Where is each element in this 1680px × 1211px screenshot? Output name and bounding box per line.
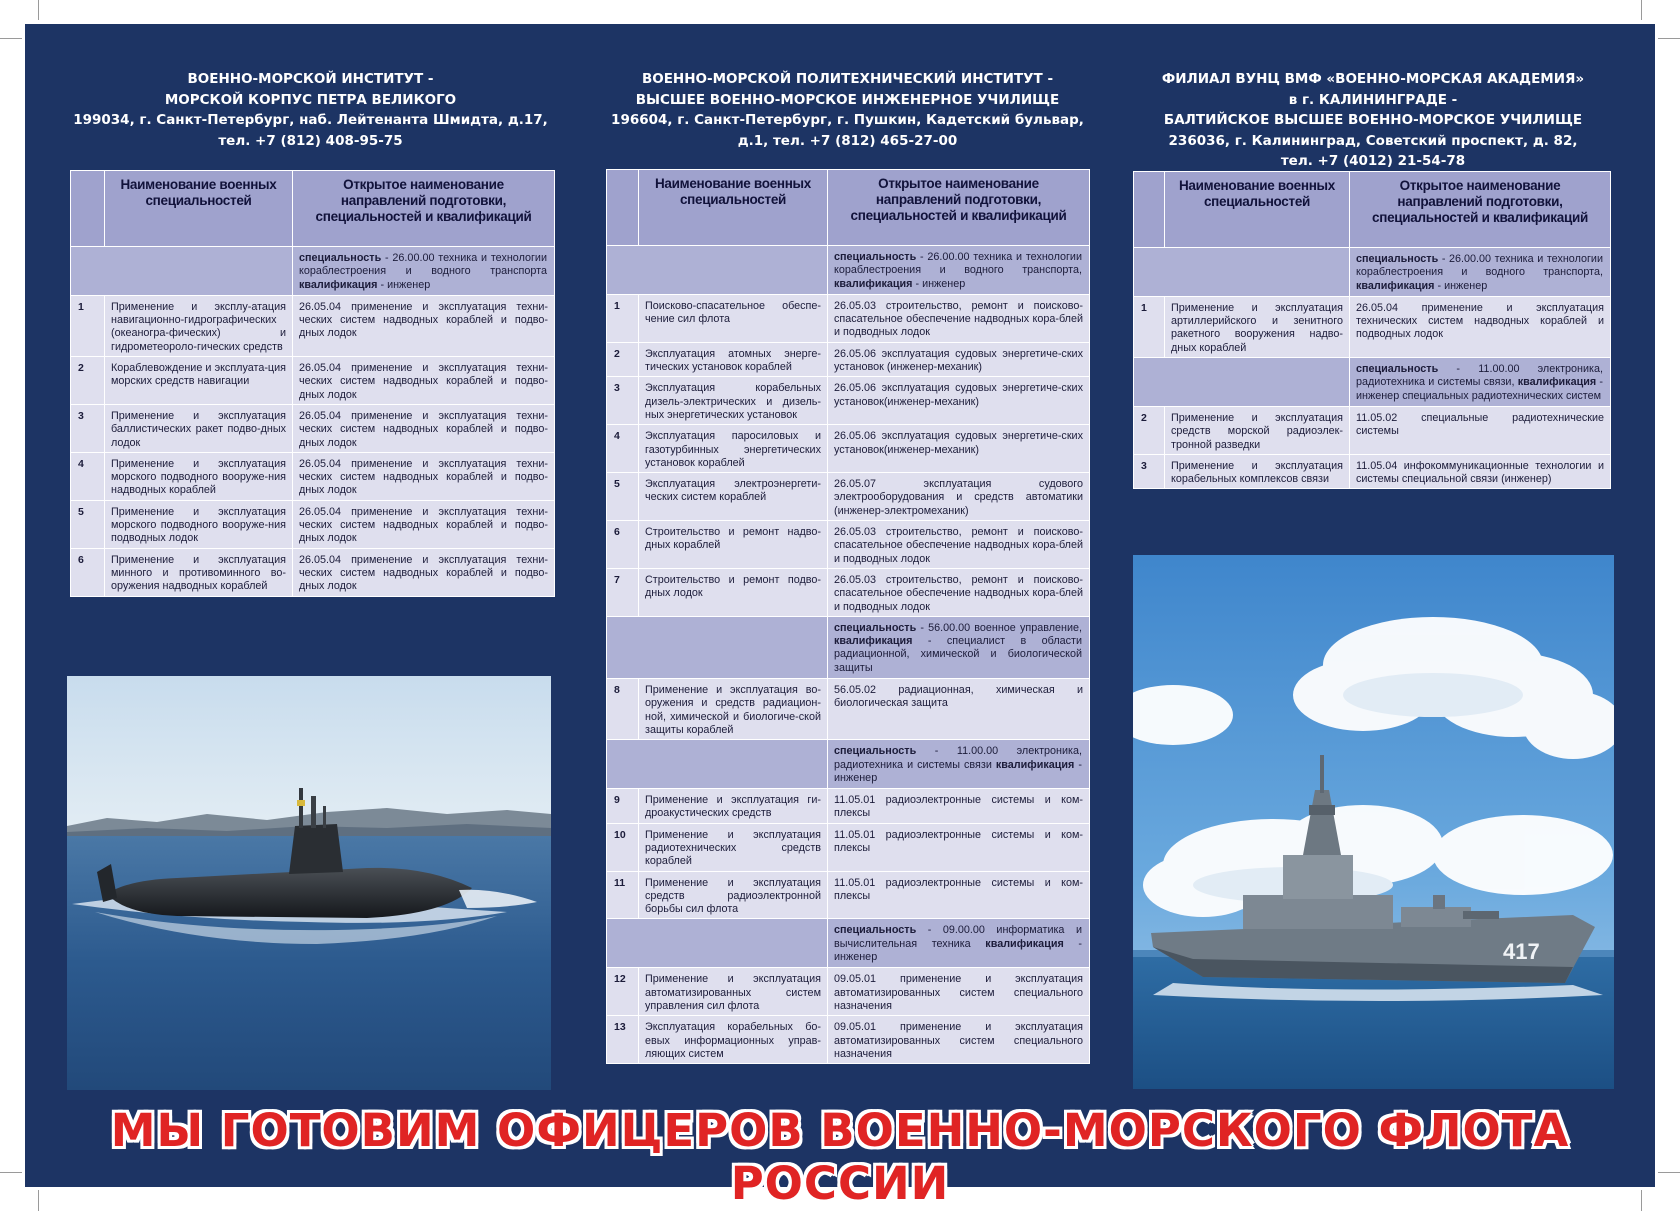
heading-line: ФИЛИАЛ ВУНЦ ВМФ «ВОЕННО-МОРСКАЯ АКАДЕМИЯ» <box>1161 71 1585 87</box>
specialty-group-row <box>607 246 1090 295</box>
keyword-label: специальность <box>834 745 917 758</box>
training-direction: 26.05.04 применение и эксплуатация техни-ческих систем надводных кораблей и подво-дных лодок <box>293 452 555 500</box>
table-row <box>71 500 555 548</box>
table-row <box>607 871 1090 919</box>
heading-line: в г. КАЛИНИНГРАДЕ - <box>1288 91 1458 108</box>
military-specialty-name: Применение и эксплуатация радиотехнических средств кораблей <box>639 823 828 871</box>
specialty-group-text <box>828 616 1090 678</box>
crop-mark <box>1641 0 1642 20</box>
specialty-text: - инженер <box>1434 279 1488 292</box>
row-number: 10 <box>607 823 639 871</box>
military-specialty-name: Кораблевождение и эксплуата-ция морских средств навигации <box>105 357 293 405</box>
table-row <box>607 1016 1090 1064</box>
frigate-photo <box>1133 555 1614 1089</box>
header-number-cell <box>607 170 639 246</box>
keyword-label: специальность <box>1356 253 1439 265</box>
training-direction: 26.05.04 применение и эксплуатация техни-ческих систем надводных кораблей и подво-дных лодок <box>293 357 555 405</box>
header-specialty-name: Наименование военных специальностей <box>105 171 293 247</box>
row-number: 11 <box>607 871 639 919</box>
row-number: 3 <box>607 377 639 425</box>
heading-line: тел. +7 (812) 408-95-75 <box>218 132 403 149</box>
military-specialty-name: Применение и эксплуатация баллистических ракет подво-дных лодок <box>105 404 293 452</box>
header-direction-name: Открытое наименование направлений подготовки, специальностей и квалификаций <box>1350 172 1611 248</box>
crop-mark <box>1658 1172 1680 1173</box>
specialty-text: - 09.00.00 информатика и вычислительная техника <box>834 924 1082 950</box>
specialty-group-text <box>828 919 1090 968</box>
training-direction: 26.05.06 эксплуатация судовых энергетиче-ских установок (инженер-механик) <box>828 342 1090 377</box>
specialty-text: - 11.00.00 электроника, радиотехника и системы связи <box>834 745 1082 771</box>
header-number-cell <box>71 171 105 247</box>
military-specialty-name: Строительство и ремонт надво-дных кораблей <box>639 521 828 569</box>
keyword-label: специальность <box>834 251 917 263</box>
military-specialty-name: Эксплуатация паросиловых и газотурбинных энергетических установок кораблей <box>639 425 828 473</box>
header-direction-name: Открытое наименование направлений подготовки, специальностей и квалификаций <box>828 170 1090 246</box>
specialty-group-blank <box>607 919 828 968</box>
military-specialty-name: Применение и эксплуатация артиллерийского и зенитного ракетного вооружения надво-дных кораблей <box>1165 296 1350 357</box>
specialty-text: - 11.00.00 электроника, радиотехника и системы связи, <box>1356 363 1603 389</box>
specialty-text: - 26.00.00 техника и технологии кораблестроения и водного транспорта, <box>834 251 1082 277</box>
specialty-group-row <box>71 247 555 296</box>
heading-line: МОРСКОЙ КОРПУС ПЕТРА ВЕЛИКОГО <box>164 91 457 108</box>
table-row <box>1134 406 1611 454</box>
table-row <box>607 377 1090 425</box>
military-specialty-name: Применение и эксплуатация средств радиоэлектронной борьбы сил флота <box>639 871 828 919</box>
crop-mark <box>38 0 39 20</box>
table-row <box>607 823 1090 871</box>
row-number: 1 <box>71 295 105 356</box>
specialty-group-text <box>293 247 555 296</box>
hull-number: 417 <box>1503 939 1540 964</box>
specialty-text: - инженер специальных радиотехнических систем <box>1356 376 1603 402</box>
training-direction: 09.05.01 применение и эксплуатация автоматизированных систем специального назначения <box>828 1016 1090 1064</box>
specialty-text: - инженер <box>834 937 1082 964</box>
row-number: 2 <box>607 342 639 377</box>
training-direction: 26.05.03 строительство, ремонт и поисково-спасательное обеспечение надводных кора-блей и подводных лодок <box>828 521 1090 569</box>
training-direction: 11.05.01 радиоэлектронные системы и ком-плексы <box>828 823 1090 871</box>
specialty-group-row <box>1134 248 1611 297</box>
keyword-label: специальность <box>299 252 382 264</box>
specialty-group-text <box>1350 358 1611 407</box>
military-specialty-name: Применение и эксплуатация средств морской радиоэлек-тронной разведки <box>1165 406 1350 454</box>
table-row <box>607 568 1090 616</box>
table-row <box>607 425 1090 473</box>
table-row <box>607 521 1090 569</box>
heading-line: д.1, тел. +7 (812) 465-27-00 <box>737 132 958 149</box>
military-specialty-name: Применение и эксплуатация автоматизированных систем управления сил флота <box>639 968 828 1016</box>
military-specialty-name: Строительство и ремонт подво-дных лодок <box>639 568 828 616</box>
specialty-group-blank <box>71 247 293 296</box>
specialty-text: - инженер <box>834 758 1082 784</box>
military-specialty-name: Применение и эксплуатация во-оружения и средств радиацион-ной, химической и биологиче-ской защиты кораблей <box>639 679 828 740</box>
keyword-label: квалификация <box>995 758 1075 771</box>
specialty-group-text <box>828 740 1090 789</box>
crop-mark <box>0 1172 22 1173</box>
table-row <box>607 342 1090 377</box>
table-row <box>71 548 555 596</box>
training-direction: 11.05.01 радиоэлектронные системы и ком-плексы <box>828 871 1090 919</box>
training-direction: 26.05.06 эксплуатация судовых энергетиче-ских установок(инженер-механик) <box>828 425 1090 473</box>
table-row <box>607 679 1090 740</box>
training-direction: 26.05.07 эксплуатация судового электрооборудования и средств автоматики (инженер-электромеханик) <box>828 473 1090 521</box>
institute-heading-3 <box>1133 69 1613 172</box>
training-direction: 26.05.04 применение и эксплуатация техни-ческих систем надводных кораблей и подво-дных лодок <box>293 548 555 596</box>
programs-table-2 <box>606 169 1090 1064</box>
heading-line: ВОЕННО-МОРСКОЙ ИНСТИТУТ - <box>187 71 434 87</box>
military-specialty-name: Поисково-спасательное обеспе-чение сил флота <box>639 294 828 342</box>
specialty-text: - специалист в области радиационной, химической и биологической защиты <box>834 635 1082 674</box>
row-number: 8 <box>607 679 639 740</box>
training-direction: 56.05.02 радиационная, химическая и биологическая защита <box>828 679 1090 740</box>
row-number: 12 <box>607 968 639 1016</box>
training-direction: 26.05.04 применение и эксплуатация техни-ческих систем надводных кораблей и подво-дных лодок <box>293 500 555 548</box>
military-specialty-name: Применение и эксплуатация минного и противоминного во-оружения надводных кораблей <box>105 548 293 596</box>
keyword-label: квалификация <box>1356 279 1435 292</box>
table-row <box>607 968 1090 1016</box>
table-row <box>71 404 555 452</box>
military-specialty-name: Применение и эксплуатация морского подводного вооруже-ния подводных лодок <box>105 500 293 548</box>
specialty-group-text <box>1350 248 1611 297</box>
institute-heading-1 <box>68 69 553 151</box>
table-row <box>607 789 1090 824</box>
row-number: 7 <box>607 568 639 616</box>
training-direction: 26.05.04 применение и эксплуатация техни-ческих систем надводных кораблей и подво-дных лодок <box>293 295 555 356</box>
training-direction: 26.05.04 применение и эксплуатация техни-ческих систем надводных кораблей и подво-дных лодок <box>293 404 555 452</box>
specialty-group-row <box>1134 358 1611 407</box>
row-number: 2 <box>71 357 105 405</box>
military-specialty-name: Эксплуатация атомных энерге-тических установок кораблей <box>639 342 828 377</box>
row-number: 13 <box>607 1016 639 1064</box>
specialty-group-blank <box>607 246 828 295</box>
heading-line: тел. +7 (4012) 21-54-78 <box>1280 153 1466 169</box>
keyword-label: специальность <box>834 924 917 937</box>
specialty-group-text <box>828 246 1090 295</box>
military-specialty-name: Эксплуатация корабельных дизель-электрических и дизель-ных энергетических установок <box>639 377 828 425</box>
row-number: 2 <box>1134 406 1165 454</box>
header-specialty-name: Наименование военных специальностей <box>639 170 828 246</box>
submarine-photo <box>67 676 551 1090</box>
row-number: 4 <box>71 452 105 500</box>
specialty-text: - 26.00.00 техника и технологии кораблестроения и водного транспорта <box>299 252 547 278</box>
training-direction: 09.05.01 применение и эксплуатация автоматизированных систем специального назначения <box>828 968 1090 1016</box>
military-specialty-name: Эксплуатация электроэнергети-ческих систем кораблей <box>639 473 828 521</box>
row-number: 3 <box>1134 454 1165 489</box>
training-direction: 26.05.03 строительство, ремонт и поисково-спасательное обеспечение надводных кора-блей и подводных лодок <box>828 294 1090 342</box>
training-direction: 11.05.01 радиоэлектронные системы и ком-плексы <box>828 789 1090 824</box>
slogan-banner: МЫ ГОТОВИМ ОФИЦЕРОВ ВОЕННО-МОРСКОГО ФЛОТА РОССИИ <box>110 1104 1570 1210</box>
keyword-label: квалификация <box>834 277 913 290</box>
crop-mark <box>1658 38 1680 39</box>
heading-line: БАЛТИЙСКОЕ ВЫСШЕЕ ВОЕННО-МОРСКОЕ УЧИЛИЩЕ <box>1163 112 1583 128</box>
keyword-label: квалификация <box>985 937 1064 950</box>
military-specialty-name: Применение и эксплу-атация навигационно-гидрографических (океаногра-фических) и гидрометеороло-гических средств <box>105 295 293 356</box>
institute-heading-2 <box>605 69 1090 151</box>
specialty-text: - инженер <box>377 278 431 291</box>
row-number: 6 <box>607 521 639 569</box>
header-number-cell <box>1134 172 1165 248</box>
table-row <box>1134 454 1611 489</box>
crop-mark <box>0 38 22 39</box>
specialty-text: - инженер <box>912 277 966 290</box>
specialty-group-blank <box>1134 358 1350 407</box>
keyword-label: квалификация <box>834 635 913 648</box>
heading-line: ВОЕННО-МОРСКОЙ ПОЛИТЕХНИЧЕСКИЙ ИНСТИТУТ - <box>641 71 1054 87</box>
row-number: 5 <box>607 473 639 521</box>
row-number: 3 <box>71 404 105 452</box>
heading-line: 196604, г. Санкт-Петербург, г. Пушкин, Кадетский бульвар, <box>611 112 1084 128</box>
row-number: 5 <box>71 500 105 548</box>
keyword-label: квалификация <box>299 278 378 291</box>
military-specialty-name: Применение и эксплуатация корабельных комплексов связи <box>1165 454 1350 489</box>
programs-table-1 <box>70 170 555 597</box>
training-direction: 11.05.02 специальные радиотехнические системы <box>1350 406 1611 454</box>
row-number: 1 <box>1134 296 1165 357</box>
keyword-label: квалификация <box>1517 376 1597 389</box>
training-direction: 11.05.04 инфокоммуникационные технологии и системы специальной связи (инженер) <box>1350 454 1611 489</box>
training-direction: 26.05.03 строительство, ремонт и поисково-спасательное обеспечение надводных кора-блей и подводных лодок <box>828 568 1090 616</box>
training-direction: 26.05.04 применение и эксплуатация технических систем надводных кораблей и подводных лодок <box>1350 296 1611 357</box>
row-number: 6 <box>71 548 105 596</box>
header-specialty-name: Наименование военных специальностей <box>1165 172 1350 248</box>
specialty-group-row <box>607 740 1090 789</box>
specialty-group-blank <box>1134 248 1350 297</box>
specialty-group-blank <box>607 740 828 789</box>
table-row <box>1134 296 1611 357</box>
heading-line: ВЫСШЕЕ ВОЕННО-МОРСКОЕ ИНЖЕНЕРНОЕ УЧИЛИЩЕ <box>635 91 1060 108</box>
heading-line: 199034, г. Санкт-Петербург, наб. Лейтенанта Шмидта, д.17, <box>73 112 548 128</box>
military-specialty-name: Применение и эксплуатация морского подводного вооруже-ния надводных кораблей <box>105 452 293 500</box>
military-specialty-name: Применение и эксплуатация ги-дроакустических средств <box>639 789 828 824</box>
military-specialty-name: Эксплуатация корабельных бо-евых информационных управ-ляющих систем <box>639 1016 828 1064</box>
keyword-label: специальность <box>834 621 917 634</box>
row-number: 4 <box>607 425 639 473</box>
specialty-group-row <box>607 616 1090 678</box>
heading-line: 236036, г. Калининград, Советский проспект, д. 82, <box>1168 132 1578 149</box>
table-row <box>71 357 555 405</box>
table-row <box>607 294 1090 342</box>
specialty-text: - 56.00.00 военное управление, <box>916 621 1082 634</box>
row-number: 9 <box>607 789 639 824</box>
specialty-group-blank <box>607 616 828 678</box>
specialty-text: - 26.00.00 техника и технологии кораблестроения и водного транспорта, <box>1356 253 1603 279</box>
header-direction-name: Открытое наименование направлений подготовки, специальностей и квалификаций <box>293 171 555 247</box>
table-row <box>607 473 1090 521</box>
table-row <box>71 452 555 500</box>
keyword-label: специальность <box>1356 363 1439 376</box>
table-row <box>71 295 555 356</box>
row-number: 1 <box>607 294 639 342</box>
specialty-group-row <box>607 919 1090 968</box>
programs-table-3 <box>1133 171 1611 489</box>
training-direction: 26.05.06 эксплуатация судовых энергетиче-ских установок(инженер-механик) <box>828 377 1090 425</box>
